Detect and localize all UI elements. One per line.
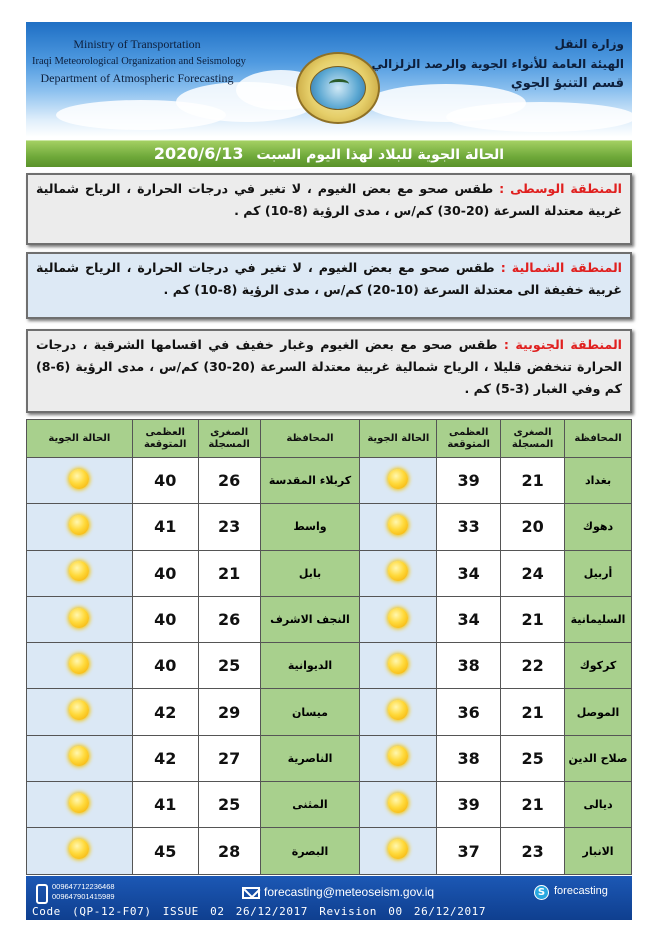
table-row — [27, 504, 632, 550]
table-row — [27, 458, 632, 504]
max-temp-cell: 41 — [132, 504, 198, 550]
region-north-box — [26, 252, 632, 319]
weather-cell — [360, 828, 437, 874]
sun-icon — [69, 793, 89, 813]
city-cell: الناصرية — [260, 735, 360, 781]
region-central-text: طقس صحو مع بعض الغيوم ، لا تغير في درجات الحرارة ، الرياح شمالية غربية معتدلة السرعة (20-30) كم/س ، مدى الرؤية (8-10) كم . — [36, 181, 622, 218]
weather-cell — [360, 550, 437, 596]
title-date: 2020/6/13 — [153, 144, 244, 163]
sun-icon — [388, 654, 408, 674]
city-cell: النجف الاشرف — [260, 596, 360, 642]
weather-cell — [27, 550, 133, 596]
max-temp-cell: 34 — [437, 550, 501, 596]
weather-cell — [360, 596, 437, 642]
max-temp-cell: 34 — [437, 596, 501, 642]
header-weather: الحالة الجوية — [360, 420, 437, 458]
max-temp-cell: 40 — [132, 550, 198, 596]
sun-icon — [388, 700, 408, 720]
header-city: المحافظة — [260, 420, 360, 458]
min-temp-cell: 21 — [501, 689, 565, 735]
max-temp-cell: 36 — [437, 689, 501, 735]
header-max: العظمى المتوقعة — [437, 420, 501, 458]
organization-name-en: Iraqi Meteorological Organization and Seismology — [32, 56, 246, 67]
max-temp-cell: 33 — [437, 504, 501, 550]
min-temp-cell: 22 — [501, 643, 565, 689]
max-temp-cell: 40 — [132, 596, 198, 642]
table-row — [27, 735, 632, 781]
organization-name-ar: الهيئة العامة للأنواء الجوية والرصد الزلزالي — [371, 57, 624, 71]
city-cell: المثنى — [260, 782, 360, 828]
weather-cell — [27, 782, 133, 828]
weather-cell — [360, 504, 437, 550]
sun-icon — [388, 515, 408, 535]
max-temp-cell: 40 — [132, 458, 198, 504]
phone-number: 009647712236468 — [52, 882, 115, 891]
sun-icon — [69, 746, 89, 766]
city-cell: كربلاء المقدسة — [260, 458, 360, 504]
table-row — [27, 596, 632, 642]
department-name-ar: قسم التنبؤ الجوي — [510, 76, 624, 91]
sun-icon — [388, 793, 408, 813]
min-temp-cell: 28 — [198, 828, 260, 874]
department-name-en: Department of Atmospheric Forecasting — [40, 71, 234, 85]
weather-cell — [360, 782, 437, 828]
skype-icon: S — [534, 885, 549, 900]
sun-icon — [388, 839, 408, 859]
header-max: العظمى المتوقعة — [132, 420, 198, 458]
city-cell: الانبار — [565, 828, 632, 874]
logo-cloud-icon — [329, 79, 349, 89]
min-temp-cell: 24 — [501, 550, 565, 596]
table-row — [27, 828, 632, 874]
forecast-table — [26, 419, 632, 875]
max-temp-cell: 41 — [132, 782, 198, 828]
weather-cell — [27, 643, 133, 689]
min-temp-cell: 26 — [198, 458, 260, 504]
min-temp-cell: 20 — [501, 504, 565, 550]
ministry-name-ar: وزارة النقل — [554, 37, 624, 51]
city-cell: واسط — [260, 504, 360, 550]
footer-bar — [26, 876, 632, 920]
sun-icon — [388, 561, 408, 581]
region-south-name: المنطقة الجنوبية : — [503, 337, 622, 352]
min-temp-cell: 29 — [198, 689, 260, 735]
min-temp-cell: 21 — [501, 458, 565, 504]
min-temp-cell: 23 — [501, 828, 565, 874]
region-south-box — [26, 329, 632, 413]
min-temp-cell: 23 — [198, 504, 260, 550]
weather-cell — [27, 596, 133, 642]
max-temp-cell: 37 — [437, 828, 501, 874]
weather-cell — [27, 689, 133, 735]
region-central-name: المنطقة الوسطى : — [499, 181, 622, 196]
region-north-text: طقس صحو مع بعض الغيوم ، لا تغير في درجات الحرارة ، الرياح شمالية غربية خفيفة الى معتدلة السرعة (10-20) كم/س ، مدى الرؤية (8-10) كم . — [36, 260, 622, 297]
sun-icon — [69, 561, 89, 581]
weather-cell — [360, 458, 437, 504]
max-temp-cell: 39 — [437, 782, 501, 828]
bulletin-page — [18, 10, 640, 938]
header-city: المحافظة — [565, 420, 632, 458]
table-row — [27, 689, 632, 735]
phone-numbers — [52, 882, 115, 902]
skype-handle[interactable]: forecasting — [554, 885, 608, 897]
header-arabic — [371, 34, 624, 94]
city-cell: دهوك — [565, 504, 632, 550]
header-banner — [26, 22, 632, 137]
min-temp-cell: 21 — [501, 596, 565, 642]
table-row — [27, 643, 632, 689]
logo-globe-icon — [310, 66, 366, 110]
city-cell: ميسان — [260, 689, 360, 735]
organization-logo — [296, 52, 380, 124]
city-cell: كركوك — [565, 643, 632, 689]
min-temp-cell: 21 — [198, 550, 260, 596]
phone-number: 009647901415989 — [52, 892, 115, 901]
header-english — [32, 36, 246, 87]
city-cell: الموصل — [565, 689, 632, 735]
region-central-box — [26, 173, 632, 245]
table-row — [27, 782, 632, 828]
max-temp-cell: 42 — [132, 735, 198, 781]
sun-icon — [69, 469, 89, 489]
min-temp-cell: 26 — [198, 596, 260, 642]
header-min: الصغرى المسجلة — [198, 420, 260, 458]
city-cell: ديالى — [565, 782, 632, 828]
sun-icon — [69, 608, 89, 628]
city-cell: بابل — [260, 550, 360, 596]
sun-icon — [388, 469, 408, 489]
city-cell: صلاح الدين — [565, 735, 632, 781]
city-cell: السليمانية — [565, 596, 632, 642]
title-bar — [26, 140, 632, 167]
min-temp-cell: 27 — [198, 735, 260, 781]
max-temp-cell: 38 — [437, 643, 501, 689]
min-temp-cell: 25 — [501, 735, 565, 781]
weather-cell — [360, 689, 437, 735]
city-cell: أربيل — [565, 550, 632, 596]
header-weather: الحالة الجوية — [27, 420, 133, 458]
header-min: الصغرى المسجلة — [501, 420, 565, 458]
city-cell: الديوانية — [260, 643, 360, 689]
max-temp-cell: 40 — [132, 643, 198, 689]
city-cell: البصرة — [260, 828, 360, 874]
region-north-name: المنطقة الشمالية : — [500, 260, 622, 275]
city-cell: بغداد — [565, 458, 632, 504]
sun-icon — [69, 700, 89, 720]
min-temp-cell: 25 — [198, 782, 260, 828]
region-south-text: طقس صحو مع بعض الغيوم وغبار خفيف في اقسامها الشرقية ، درجات الحرارة تنخفض قليلا ، الرياح شمالية غربية معتدلة السرعة (20-30) كم/س ، مدى الرؤية (6-8) كم وفي الغبار (3-5) كم . — [36, 337, 622, 396]
document-code: Code (QP-12-F07) ISSUE 02 26/12/2017 Revision 00 26/12/2017 — [32, 905, 487, 918]
max-temp-cell: 42 — [132, 689, 198, 735]
max-temp-cell: 39 — [437, 458, 501, 504]
weather-cell — [27, 458, 133, 504]
min-temp-cell: 21 — [501, 782, 565, 828]
sun-icon — [69, 654, 89, 674]
weather-cell — [360, 735, 437, 781]
sun-icon — [388, 608, 408, 628]
mail-icon — [242, 887, 260, 899]
table-header-row — [27, 420, 632, 458]
max-temp-cell: 38 — [437, 735, 501, 781]
sun-icon — [69, 839, 89, 859]
phone-icon — [36, 884, 48, 904]
sun-icon — [69, 515, 89, 535]
weather-cell — [27, 735, 133, 781]
weather-cell — [360, 643, 437, 689]
email-address[interactable]: forecasting@meteoseism.gov.iq — [264, 885, 435, 899]
max-temp-cell: 45 — [132, 828, 198, 874]
table-row — [27, 550, 632, 596]
ministry-name-en: Ministry of Transportation — [73, 37, 201, 51]
weather-cell — [27, 828, 133, 874]
sun-icon — [388, 746, 408, 766]
title-text: الحالة الجوية للبلاد لهذا اليوم السبت — [256, 147, 505, 163]
min-temp-cell: 25 — [198, 643, 260, 689]
weather-cell — [27, 504, 133, 550]
